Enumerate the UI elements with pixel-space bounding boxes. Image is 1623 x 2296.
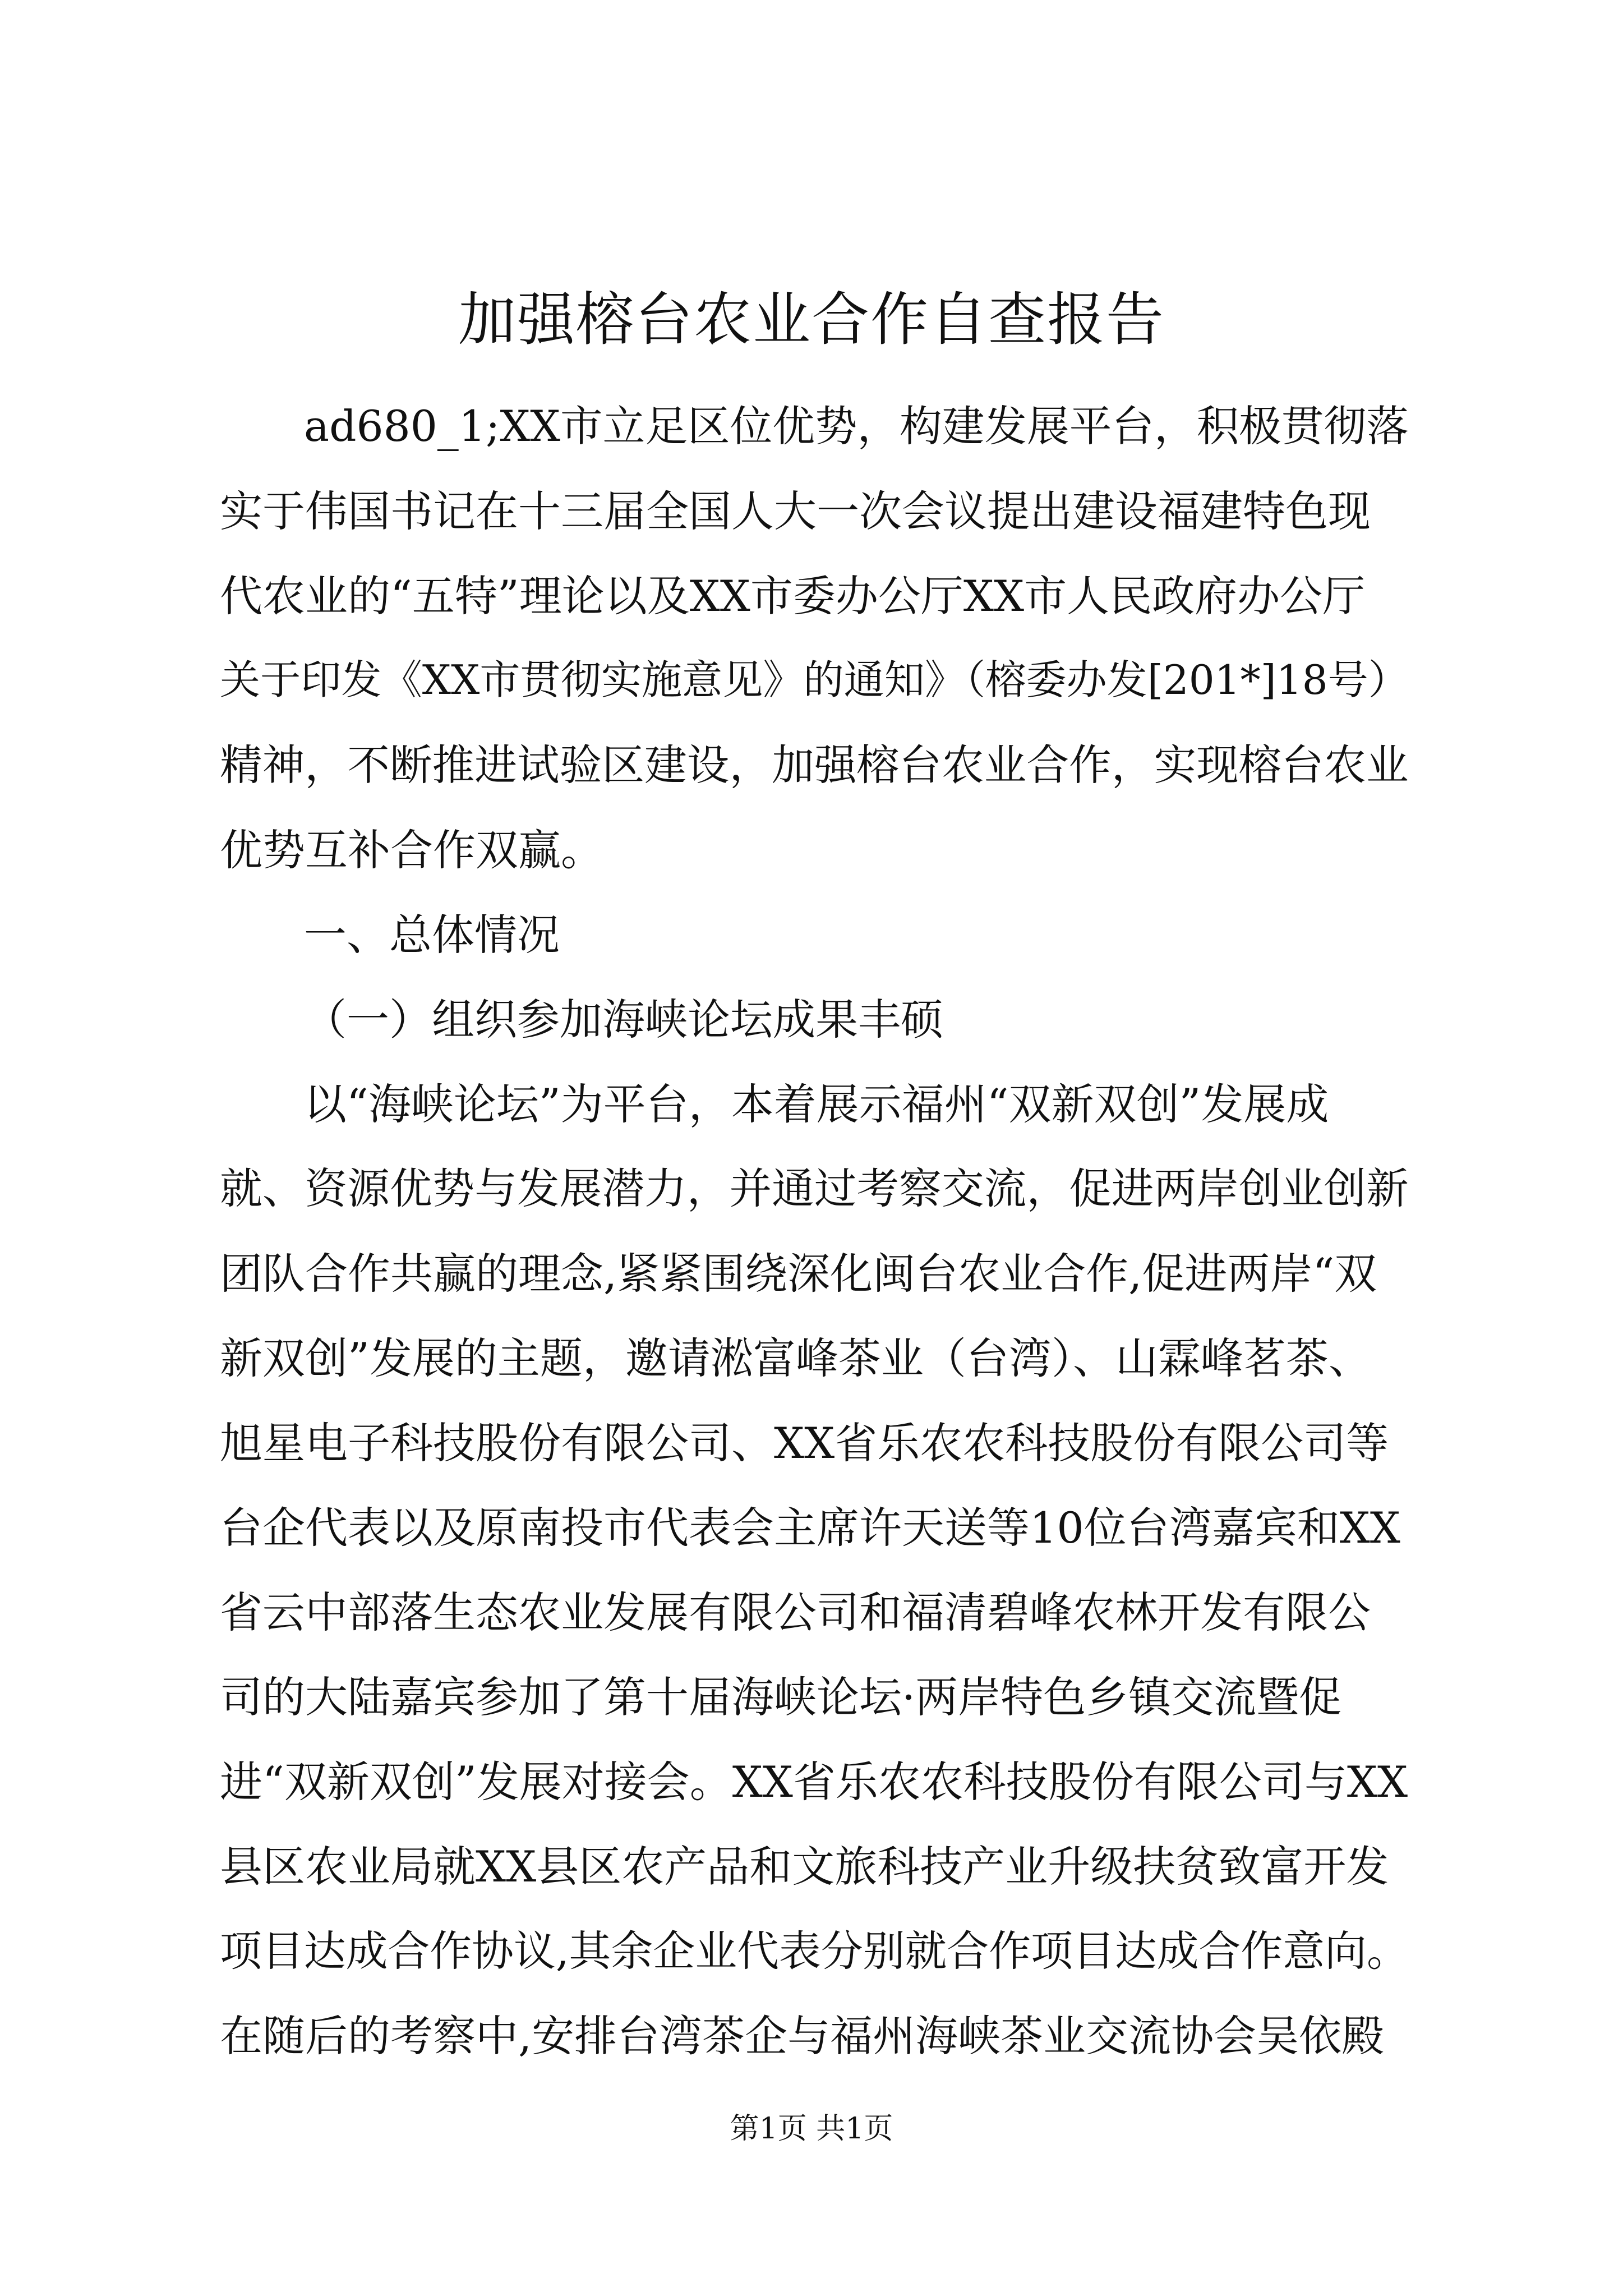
- paragraph-line: 代农业的“五特”理论以及XX市委办公厅XX市人民政府办公厅: [220, 571, 1366, 621]
- paragraph-line: 司的大陆嘉宾参加了第十届海峡论坛·两岸特色乡镇交流暨促: [220, 1672, 1342, 1722]
- paragraph-line: 项目达成合作协议,其余企业代表分别就合作项目达成合作意向。: [220, 1927, 1409, 1976]
- paragraph-line: 县区农业局就XX县区农产品和文旅科技产业升级扶贫致富开发: [220, 1842, 1389, 1892]
- section-heading: 一、总体情况: [304, 910, 560, 960]
- subsection-heading: （一）组织参加海峡论坛成果丰硕: [304, 995, 943, 1045]
- paragraph-line: 旭星电子科技股份有限公司、XX省乐农农科技股份有限公司等: [220, 1418, 1389, 1468]
- paragraph-line: 以“海峡论坛”为平台，本着展示福州“双新双创”发展成: [304, 1079, 1329, 1129]
- document-body: [220, 384, 1409, 2078]
- paragraph-line: 优势互补合作双赢。: [220, 825, 603, 875]
- paragraph-line: 精神，不断推进试验区建设，加强榕台农业合作，实现榕台农业: [220, 740, 1409, 790]
- document-title: 加强榕台农业合作自查报告: [458, 286, 1165, 353]
- paragraph-line: 就、资源优势与发展潜力，并通过考察交流，促进两岸创业创新: [220, 1164, 1409, 1213]
- paragraph-line: 团队合作共赢的理念,紧紧围绕深化闽台农业合作,促进两岸“双: [220, 1249, 1377, 1299]
- paragraph-line: 台企代表以及原南投市代表会主席许天送等10位台湾嘉宾和XX: [220, 1503, 1400, 1553]
- paragraph-line: 进“双新双创”发展对接会。XX省乐农农科技股份有限公司与XX: [220, 1757, 1408, 1807]
- paragraph-line: ad680_1;XX市立足区位优势，构建发展平台，积极贯彻落: [304, 402, 1409, 451]
- paragraph-line: 省云中部落生态农业发展有限公司和福清碧峰农林开发有限公: [220, 1588, 1371, 1637]
- page-footer: 第1页 共1页: [730, 2112, 893, 2146]
- paragraph-line: 实于伟国书记在十三届全国人大一次会议提出建设福建特色现: [220, 486, 1371, 536]
- paragraph-line: 关于印发《XX市贯彻实施意见》的通知》（榕委办发[201*]18号）: [220, 657, 1409, 704]
- paragraph-line: 在随后的考察中,安排台湾茶企与福州海峡茶业交流协会吴依殿: [220, 2011, 1385, 2061]
- paragraph-line: 新双创”发展的主题，邀请淞富峰茶业（台湾）、山霖峰茗茶、: [220, 1333, 1371, 1383]
